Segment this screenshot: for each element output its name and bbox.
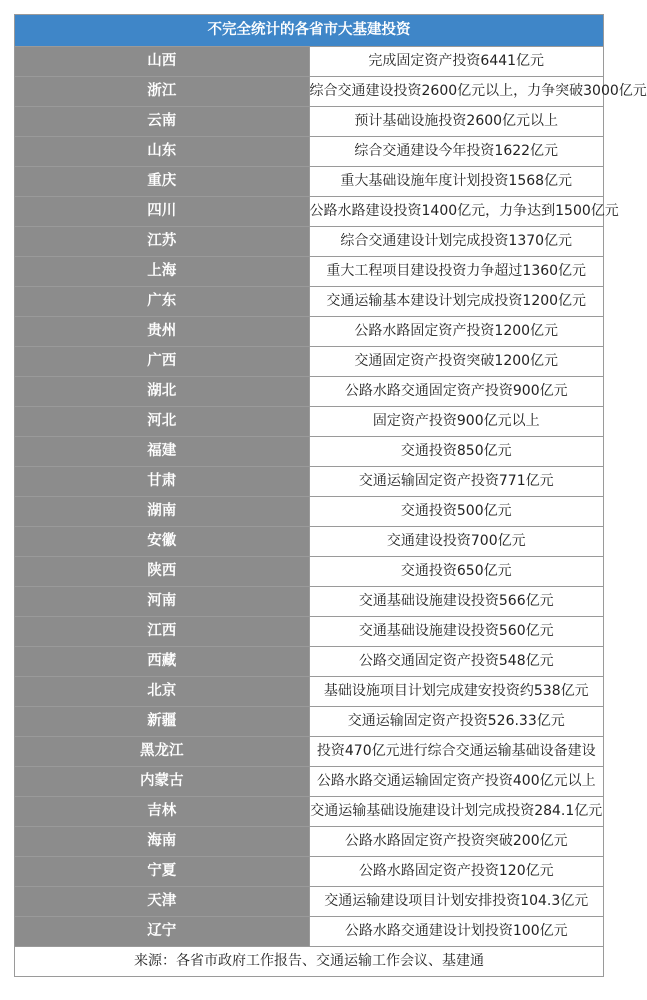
investment-description-cell: 综合交通建设计划完成投资1370亿元	[309, 227, 604, 257]
table-row	[15, 797, 604, 827]
investment-description-cell: 交通运输固定资产投资526.33亿元	[309, 707, 604, 737]
table-row	[15, 767, 604, 797]
table-row	[15, 167, 604, 197]
title-row	[15, 15, 604, 47]
table-row	[15, 527, 604, 557]
table-row	[15, 137, 604, 167]
province-cell: 天津	[15, 887, 310, 917]
table-row	[15, 317, 604, 347]
investment-description-cell: 公路水路交通运输固定资产投资400亿元以上	[309, 767, 604, 797]
investment-description-cell: 综合交通建设今年投资1622亿元	[309, 137, 604, 167]
province-cell: 河南	[15, 587, 310, 617]
investment-description-cell: 交通投资650亿元	[309, 557, 604, 587]
investment-table-container	[14, 14, 647, 977]
investment-description-cell: 公路水路交通固定资产投资900亿元	[309, 377, 604, 407]
investment-description-cell: 交通投资850亿元	[309, 437, 604, 467]
investment-description-cell: 交通运输建设项目计划安排投资104.3亿元	[309, 887, 604, 917]
investment-description-cell: 完成固定资产投资6441亿元	[309, 47, 604, 77]
province-cell: 广西	[15, 347, 310, 377]
table-row	[15, 407, 604, 437]
investment-description-cell: 预计基础设施投资2600亿元以上	[309, 107, 604, 137]
investment-description-cell: 投资470亿元进行综合交通运输基础设备建设	[309, 737, 604, 767]
table-row	[15, 677, 604, 707]
province-cell: 甘肃	[15, 467, 310, 497]
province-cell: 黑龙江	[15, 737, 310, 767]
investment-description-cell: 公路水路固定资产投资1200亿元	[309, 317, 604, 347]
province-cell: 海南	[15, 827, 310, 857]
investment-description-cell: 交通运输基本建设计划完成投资1200亿元	[309, 287, 604, 317]
province-cell: 山东	[15, 137, 310, 167]
province-cell: 陕西	[15, 557, 310, 587]
investment-description-cell: 交通基础设施建设投资560亿元	[309, 617, 604, 647]
investment-description-cell: 交通投资500亿元	[309, 497, 604, 527]
investment-description-cell: 公路交通固定资产投资548亿元	[309, 647, 604, 677]
province-cell: 江苏	[15, 227, 310, 257]
investment-description-cell: 公路水路交通建设计划投资100亿元	[309, 917, 604, 947]
table-row	[15, 347, 604, 377]
table-row	[15, 887, 604, 917]
table-row	[15, 647, 604, 677]
province-cell: 福建	[15, 437, 310, 467]
investment-description-cell: 重大工程项目建设投资力争超过1360亿元	[309, 257, 604, 287]
investment-description-cell: 公路水路固定资产投资突破200亿元	[309, 827, 604, 857]
investment-description-cell: 交通运输基础设施建设计划完成投资284.1亿元	[309, 797, 604, 827]
table-row	[15, 257, 604, 287]
investment-description-cell: 交通建设投资700亿元	[309, 527, 604, 557]
table-row	[15, 707, 604, 737]
table-row	[15, 107, 604, 137]
table-row	[15, 857, 604, 887]
table-row	[15, 467, 604, 497]
province-cell: 云南	[15, 107, 310, 137]
investment-description-cell: 固定资产投资900亿元以上	[309, 407, 604, 437]
investment-description-cell: 公路水路固定资产投资120亿元	[309, 857, 604, 887]
table-row	[15, 437, 604, 467]
table-row	[15, 587, 604, 617]
province-cell: 山西	[15, 47, 310, 77]
investment-description-cell: 公路水路建设投资1400亿元，力争达到1500亿元	[309, 197, 604, 227]
table-row	[15, 557, 604, 587]
province-cell: 湖南	[15, 497, 310, 527]
province-cell: 西藏	[15, 647, 310, 677]
table-row	[15, 917, 604, 947]
province-cell: 宁夏	[15, 857, 310, 887]
province-cell: 辽宁	[15, 917, 310, 947]
table-row	[15, 737, 604, 767]
province-cell: 重庆	[15, 167, 310, 197]
province-cell: 新疆	[15, 707, 310, 737]
province-cell: 安徽	[15, 527, 310, 557]
table-row	[15, 617, 604, 647]
province-cell: 吉林	[15, 797, 310, 827]
table-row	[15, 377, 604, 407]
province-cell: 江西	[15, 617, 310, 647]
table-row	[15, 197, 604, 227]
investment-description-cell: 交通基础设施建设投资566亿元	[309, 587, 604, 617]
province-cell: 浙江	[15, 77, 310, 107]
investment-table	[14, 14, 647, 977]
investment-description-cell: 交通固定资产投资突破1200亿元	[309, 347, 604, 377]
province-cell: 北京	[15, 677, 310, 707]
source-note: 来源：各省市政府工作报告、交通运输工作会议、基建通	[15, 947, 604, 977]
table-row	[15, 827, 604, 857]
province-cell: 湖北	[15, 377, 310, 407]
province-cell: 四川	[15, 197, 310, 227]
investment-description-cell: 基础设施项目计划完成建安投资约538亿元	[309, 677, 604, 707]
table-row	[15, 47, 604, 77]
investment-description-cell: 综合交通建设投资2600亿元以上，力争突破3000亿元	[309, 77, 604, 107]
province-cell: 河北	[15, 407, 310, 437]
table-row	[15, 497, 604, 527]
source-row	[15, 947, 604, 977]
investment-description-cell: 交通运输固定资产投资771亿元	[309, 467, 604, 497]
table-body	[15, 47, 647, 947]
table-row	[15, 227, 604, 257]
table-row	[15, 287, 604, 317]
table-row	[15, 77, 604, 107]
province-cell: 上海	[15, 257, 310, 287]
table-title: 不完全统计的各省市大基建投资	[15, 15, 604, 47]
province-cell: 广东	[15, 287, 310, 317]
province-cell: 贵州	[15, 317, 310, 347]
province-cell: 内蒙古	[15, 767, 310, 797]
investment-description-cell: 重大基础设施年度计划投资1568亿元	[309, 167, 604, 197]
